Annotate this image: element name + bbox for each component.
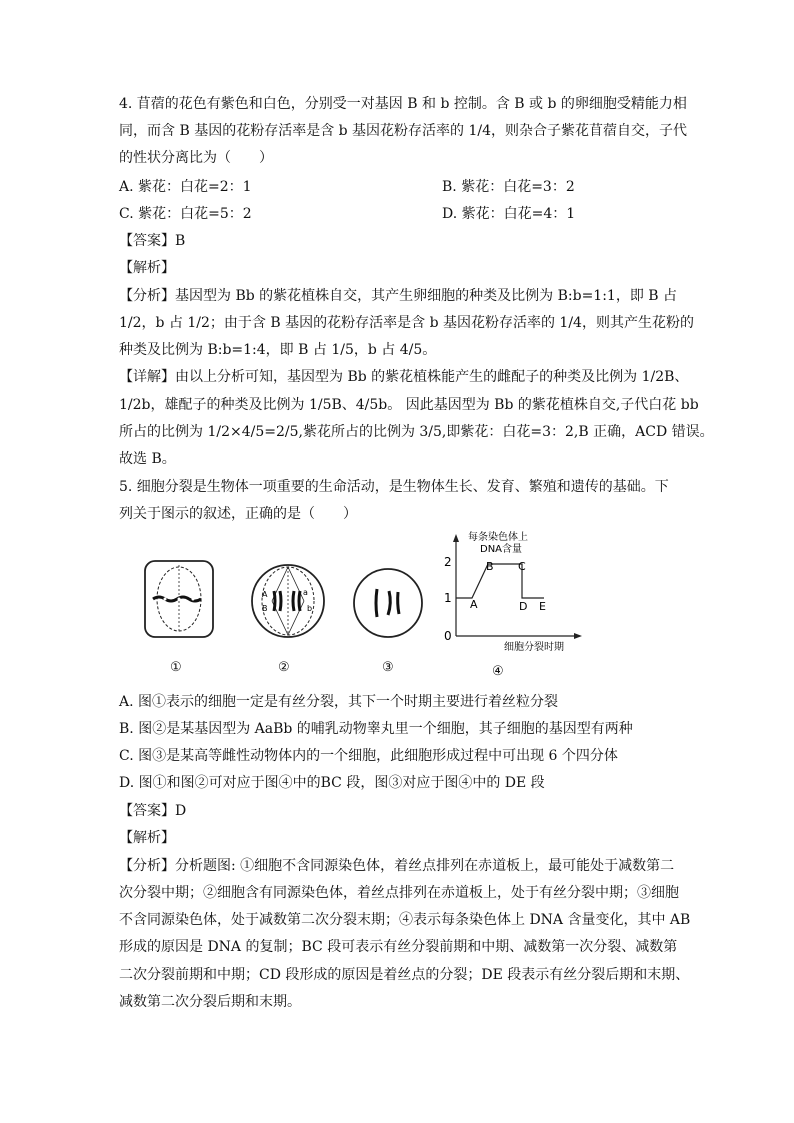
dna-content-graph [436, 528, 586, 656]
q5-answer: 【答案】D [119, 803, 187, 819]
figure-label-3: ③ [382, 660, 394, 675]
q4-analysis-line-1: 【分析】基因型为 Bb 的紫花植株自交，其产生卵细胞的种类及比例为 B:b=1:1，即 B 占 [119, 288, 678, 304]
graph-point-c: C [518, 560, 526, 573]
q4-stem-line-1: 4. 苜蓿的花色有紫色和白色，分别受一对基因 B 和 b 控制。含 B 或 b 的卵细胞受精能力相 [119, 96, 687, 112]
figure-cell-1 [143, 559, 215, 639]
q4-stem-line-3: 的性状分离比为（ ） [119, 150, 273, 166]
graph-ytick-0: 0 [444, 629, 452, 643]
graph-point-a: A [470, 598, 478, 611]
graph-point-d: D [519, 600, 528, 613]
figure-label-1: ① [170, 660, 182, 675]
q5-analysis-line-1: 【分析】分析题图: ①细胞不含同源染色体，着丝点排列在赤道板上，最可能处于减数第二 [119, 858, 675, 874]
q4-option-c: C. 紫花：白花=5：2 [119, 206, 252, 222]
q4-detail-line-1: 【详解】由以上分析可知，基因型为 Bb 的紫花植株能产生的雌配子的种类及比例为 1/2B、 [119, 369, 689, 385]
q5-option-a: A. 图①表示的细胞一定是有丝分裂，其下一个时期主要进行着丝粒分裂 [119, 694, 559, 710]
graph-ylabel-1: 每条染色体上 [468, 532, 528, 543]
figure-label-2: ② [278, 660, 290, 675]
graph-ylabel-2: DNA含量 [480, 544, 523, 555]
q5-stem-line-1: 5. 细胞分裂是生物体一项重要的生命活动，是生物体生长、发育、繁殖和遗传的基础。下 [119, 479, 669, 495]
graph-ytick-2: 2 [444, 555, 452, 569]
q5-analysis-line-2: 次分裂中期；②细胞含有同源染色体，着丝点排列在赤道板上，处于有丝分裂中期；③细胞 [119, 885, 679, 901]
q4-stem-line-2: 同，而含 B 基因的花粉存活率是含 b 基因花粉存活率的 1/4，则杂合子紫花苜蓿自交，子代 [119, 123, 688, 139]
q4-detail-line-3: 所占的比例为 1/2×4/5=2/5,紫花所占的比例为 3/5,即紫花：白花=3：2,B 正确，ACD 错误。 [119, 424, 714, 440]
cell2-gene-a-upper: A [262, 590, 268, 599]
graph-xlabel: 细胞分裂时期 [504, 642, 564, 653]
q4-detail-line-2: 1/2b，雄配子的种类及比例为 1/5B、4/5b。 因此基因型为 Bb 的紫花植株自交,子代白花 bb [119, 397, 699, 413]
q4-answer: 【答案】B [119, 233, 186, 249]
graph-ytick-1: 1 [444, 591, 452, 605]
figure-cell-3 [352, 567, 424, 639]
q4-option-b: B. 紫花：白花=3：2 [442, 179, 575, 195]
cell2-gene-b-lower: b [307, 604, 313, 613]
q4-option-d: D. 紫花：白花=4：1 [442, 206, 576, 222]
q4-analysis-line-3: 种类及比例为 B:b=1:4，即 B 占 1/5，b 占 4/5。 [119, 342, 437, 358]
q5-option-d: D. 图①和图②可对应于图④中的BC 段，图③对应于图④中的 DE 段 [119, 775, 545, 791]
figure-cell-2 [250, 561, 326, 641]
q5-analysis-line-6: 减数第二次分裂后期和末期。 [119, 994, 301, 1010]
q5-option-b: B. 图②是某基因型为 AaBb 的哺乳动物睾丸里一个细胞，其子细胞的基因型有两种 [119, 721, 633, 737]
q5-analysis-line-3: 不含同源染色体，处于减数第二次分裂末期；④表示每条染色体上 DNA 含量变化，其中 AB [119, 912, 691, 928]
q5-analysis-heading: 【解析】 [119, 830, 175, 846]
figure-label-4: ④ [492, 664, 504, 679]
cell2-gene-a-lower: a [303, 588, 308, 597]
q5-analysis-line-4: 形成的原因是 DNA 的复制；BC 段可表示有丝分裂前期和中期、减数第一次分裂、减数第 [119, 939, 678, 955]
q4-detail-line-4: 故选 B。 [119, 451, 176, 467]
q5-option-c: C. 图③是某高等雌性动物体内的一个细胞，此细胞形成过程中可出现 6 个四分体 [119, 748, 618, 764]
graph-point-b: B [486, 560, 494, 573]
cell2-gene-b-upper: B [262, 604, 268, 613]
q4-analysis-heading: 【解析】 [119, 260, 175, 276]
q4-analysis-line-2: 1/2，b 占 1/2；由于含 B 基因的花粉存活率是含 b 基因花粉存活率的 1/4，则其产生花粉的 [119, 315, 694, 331]
q5-analysis-line-5: 二次分裂前期和中期；CD 段形成的原因是着丝点的分裂；DE 段表示有丝分裂后期和末期、 [119, 967, 690, 983]
q4-option-a: A. 紫花：白花=2：1 [119, 179, 252, 195]
q5-stem-line-2: 列关于图示的叙述，正确的是（ ） [119, 506, 357, 522]
graph-point-e: E [539, 600, 546, 613]
